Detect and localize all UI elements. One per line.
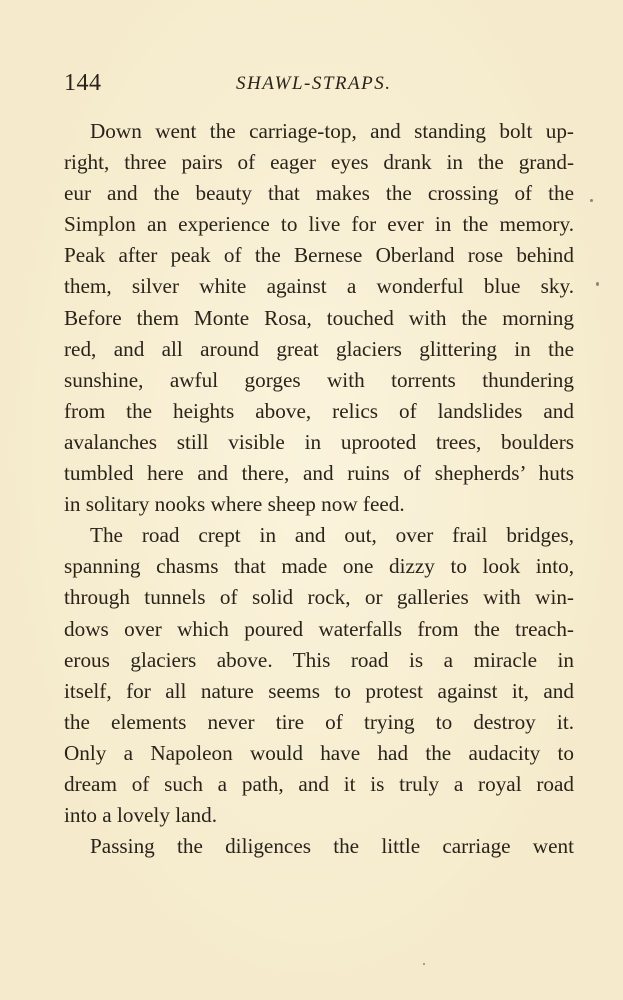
text-line: them, silver white against a wonderful blue sky. xyxy=(64,274,574,299)
paragraph xyxy=(64,520,574,831)
text-line: avalanches still visible in uprooted trees, boulders xyxy=(64,429,574,454)
page-header xyxy=(64,70,574,106)
text-line: Only a Napoleon would have had the audacity to xyxy=(64,740,574,765)
text-line: dream of such a path, and it is truly a royal road xyxy=(64,771,574,796)
paper-speck xyxy=(590,199,593,202)
text-line: sunshine, awful gorges with torrents thundering xyxy=(64,367,574,392)
text-line: eur and the beauty that makes the crossing of the xyxy=(64,181,574,206)
paper-speck xyxy=(423,963,425,965)
running-head: SHAWL-STRAPS. xyxy=(236,73,392,94)
text-line: Before them Monte Rosa, touched with the morning xyxy=(64,305,574,330)
body-text xyxy=(64,116,574,862)
text-line: through tunnels of solid rock, or galleries with win- xyxy=(64,585,574,610)
text-line: erous glaciers above. This road is a miracle in xyxy=(64,647,574,672)
paragraph xyxy=(64,116,574,520)
text-line: Peak after peak of the Bernese Oberland rose behind xyxy=(64,243,574,268)
page-number: 144 xyxy=(64,70,102,96)
text-line: red, and all around great glaciers glittering in the xyxy=(64,336,574,361)
text-line: right, three pairs of eager eyes drank in the grand- xyxy=(64,150,574,175)
text-line: from the heights above, relics of landslides and xyxy=(64,398,574,423)
text-line: tumbled here and there, and ruins of shepherds’ huts xyxy=(64,461,574,486)
text-line: into a lovely land. xyxy=(64,803,217,828)
paragraph xyxy=(64,831,574,862)
text-line: The road crept in and out, over frail bridges, xyxy=(90,523,574,548)
paper-speck xyxy=(596,282,599,286)
text-line: itself, for all nature seems to protest against it, and xyxy=(64,678,574,703)
text-line: Simplon an experience to live for ever in the memory. xyxy=(64,212,574,237)
text-line: dows over which poured waterfalls from the treach- xyxy=(64,616,574,641)
text-line: Down went the carriage-top, and standing bolt up- xyxy=(90,119,574,143)
text-line: the elements never tire of trying to destroy it. xyxy=(64,709,574,734)
text-line: spanning chasms that made one dizzy to look into, xyxy=(64,554,574,579)
text-line: in solitary nooks where sheep now feed. xyxy=(64,492,405,517)
text-line: Passing the diligences the little carriage went xyxy=(90,834,574,859)
